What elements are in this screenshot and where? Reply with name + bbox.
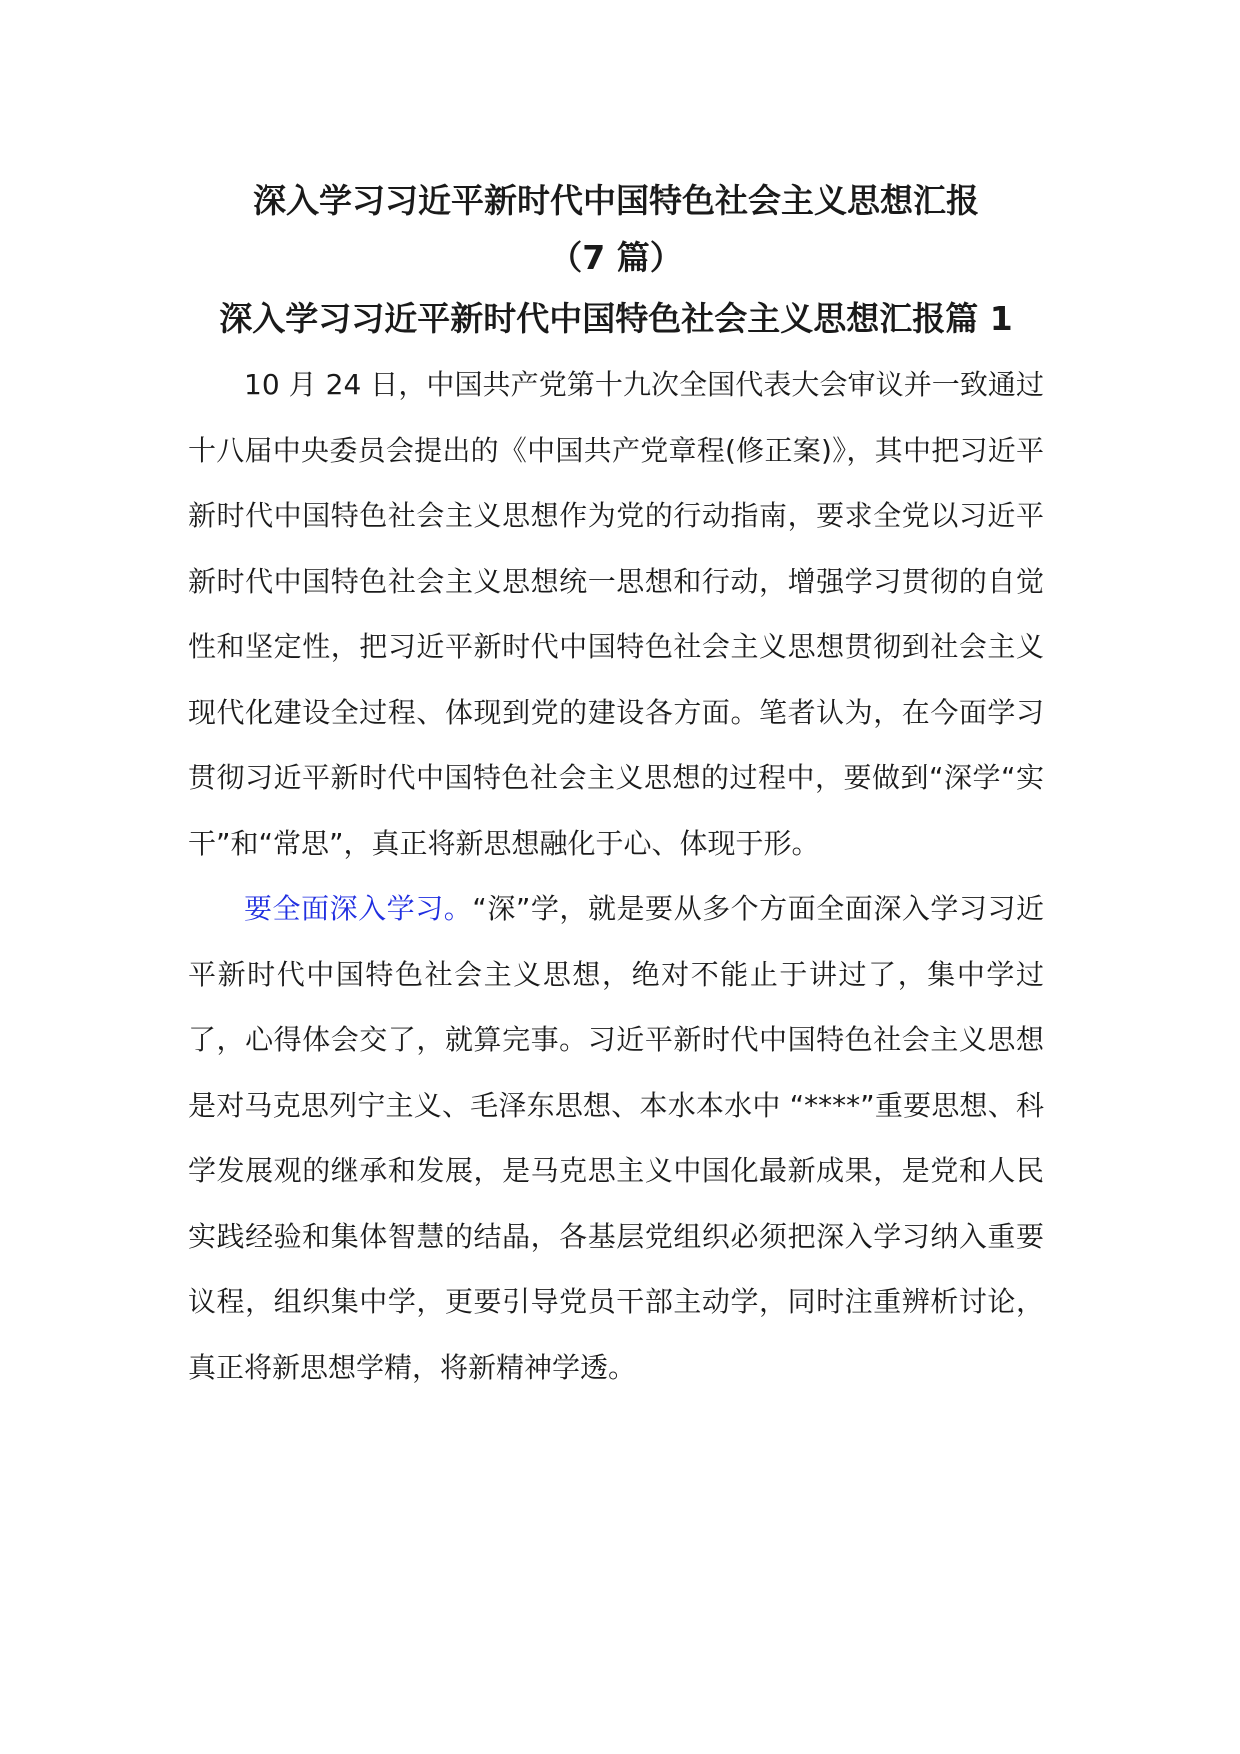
document-title-line1: 深入学习习近平新时代中国特色社会主义思想汇报 [253,181,979,220]
paragraph-2-lead: 要全面深入学习。 [244,892,473,925]
document-title [188,172,1044,286]
paragraph-2 [188,876,1044,1400]
paragraph-1: 10 月 24 日，中国共产党第十九次全国代表大会审议并一致通过十八届中央委员会提出的《中国共产党章程(修正案)》，其中把习近平新时代中国特色社会主义思想作为党的行动指南，要求全党以习近平新时代中国特色社会主义思想统一思想和行动，增强学习贯彻的自觉性和坚定性，把习近平新时代中国特色社会主义思想贯彻到社会主义现代化建设全过程、体现到党的建设各方面。笔者认为，在今面学习贯彻习近平新时代中国特色社会主义思想的过程中，要做到“深学“实干”和“常思”，真正将新思想融化于心、体现于形。 [188,368,1044,860]
document-body [188,172,1044,1400]
section-title: 深入学习习近平新时代中国特色社会主义思想汇报篇 1 [219,299,1013,338]
document-title-line2: （7 篇） [549,238,683,277]
paragraph-2-body: “深”学，就是要从多个方面全面深入学习习近平新时代中国特色社会主义思想，绝对不能止于讲过了，集中学过了，心得体会交了，就算完事。习近平新时代中国特色社会主义思想是对马克思列宁主义、毛泽东思想、本水本水中 “****”重要思想、科学发展观的继承和发展，是马克思主义中国化最新成果，是党和人民实践经验和集体智慧的结晶，各基层党组织必须把深入学习纳入重要议程，组织集中学，更要引导党员干部主动学，同时注重辨析讨论，真正将新思想学精，将新精神学透。 [188,892,1044,1384]
